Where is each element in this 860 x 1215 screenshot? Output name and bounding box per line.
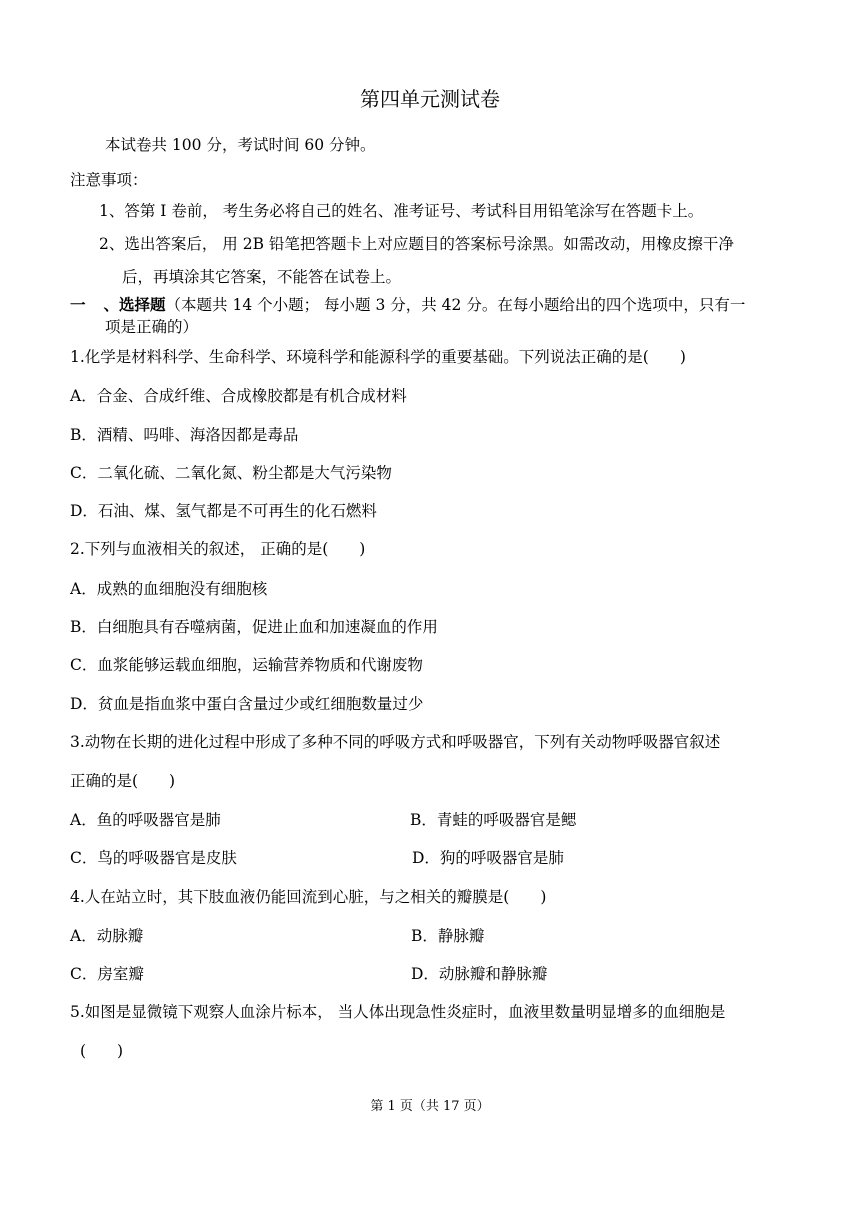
page-title: 第四单元测试卷 bbox=[360, 87, 500, 111]
question-option: B．静脉瓣 bbox=[411, 927, 485, 945]
question-option: C．二氧化硫、二氧化氮、粉尘都是大气污染物 bbox=[70, 464, 392, 482]
notice-item-continuation: 后，再填涂其它答案，不能答在试卷上。 bbox=[122, 268, 402, 286]
section-description-continuation: 项是正确的） bbox=[105, 318, 199, 336]
notice-item: 2、选出答案后， 用 2B 铅笔把答题卡上对应题目的答案标号涂黑。如需改动，用橡皮擦干净 bbox=[99, 235, 734, 253]
question-stem: 3.动物在长期的进化过程中形成了多种不同的呼吸方式和呼吸器官，下列有关动物呼吸器官叙述 bbox=[70, 733, 721, 751]
notice-item: 1、答第 Ⅰ 卷前， 考生务必将自己的姓名、准考证号、考试科目用铅笔涂写在答题卡上。 bbox=[99, 202, 704, 220]
question-option: B．青蛙的呼吸器官是鳃 bbox=[410, 811, 577, 829]
question-option: A．动脉瓣 bbox=[70, 927, 144, 945]
question-option: B．白细胞具有吞噬病菌，促进止血和加速凝血的作用 bbox=[70, 618, 438, 636]
question-option: C．血浆能够运载血细胞，运输营养物质和代谢废物 bbox=[70, 656, 423, 674]
notice-heading: 注意事项： bbox=[70, 171, 148, 189]
question-stem: 1.化学是材料科学、生命科学、环境科学和能源科学的重要基础。下列说法正确的是( ) bbox=[70, 348, 686, 366]
question-stem: 2.下列与血液相关的叙述， 正确的是( ) bbox=[70, 540, 366, 558]
section-number: 一 bbox=[70, 295, 86, 314]
question-option: A．合金、合成纤维、合成橡胶都是有机合成材料 bbox=[70, 387, 407, 405]
section-description: （本题共 14 个小题； 每小题 3 分，共 42 分。在每小题给出的四个选项中，只有一 bbox=[165, 296, 746, 314]
page-footer: 第 1 页（共 17 页） bbox=[370, 1099, 490, 1114]
question-option: C．房室瓣 bbox=[70, 965, 144, 983]
question-stem-continuation: 正确的是( ) bbox=[70, 772, 176, 790]
question-option: B．酒精、吗啡、海洛因都是毒品 bbox=[70, 426, 299, 444]
question-option: A．鱼的呼吸器官是肺 bbox=[70, 811, 221, 829]
question-stem: 4.人在站立时，其下肢血液仍能回流到心脏，与之相关的瓣膜是( ) bbox=[70, 888, 547, 906]
question-stem-continuation: ( ) bbox=[80, 1042, 124, 1060]
exam-intro: 本试卷共 100 分，考试时间 60 分钟。 bbox=[105, 136, 376, 154]
question-stem: 5.如图是显微镜下观察人血涂片标本， 当人体出现急性炎症时，血液里数量明显增多的血细胞是 bbox=[70, 1003, 726, 1021]
question-option: D．动脉瓣和静脉瓣 bbox=[411, 965, 548, 983]
question-option: C．鸟的呼吸器官是皮肤 bbox=[70, 849, 237, 867]
section-heading bbox=[70, 295, 745, 315]
question-option: D．狗的呼吸器官是肺 bbox=[412, 849, 564, 867]
question-option: D．石油、煤、氢气都是不可再生的化石燃料 bbox=[70, 502, 377, 520]
question-option: D．贫血是指血浆中蛋白含量过少或红细胞数量过少 bbox=[70, 695, 424, 713]
question-option: A．成熟的血细胞没有细胞核 bbox=[70, 580, 268, 598]
section-name: 、选择题 bbox=[103, 295, 166, 314]
